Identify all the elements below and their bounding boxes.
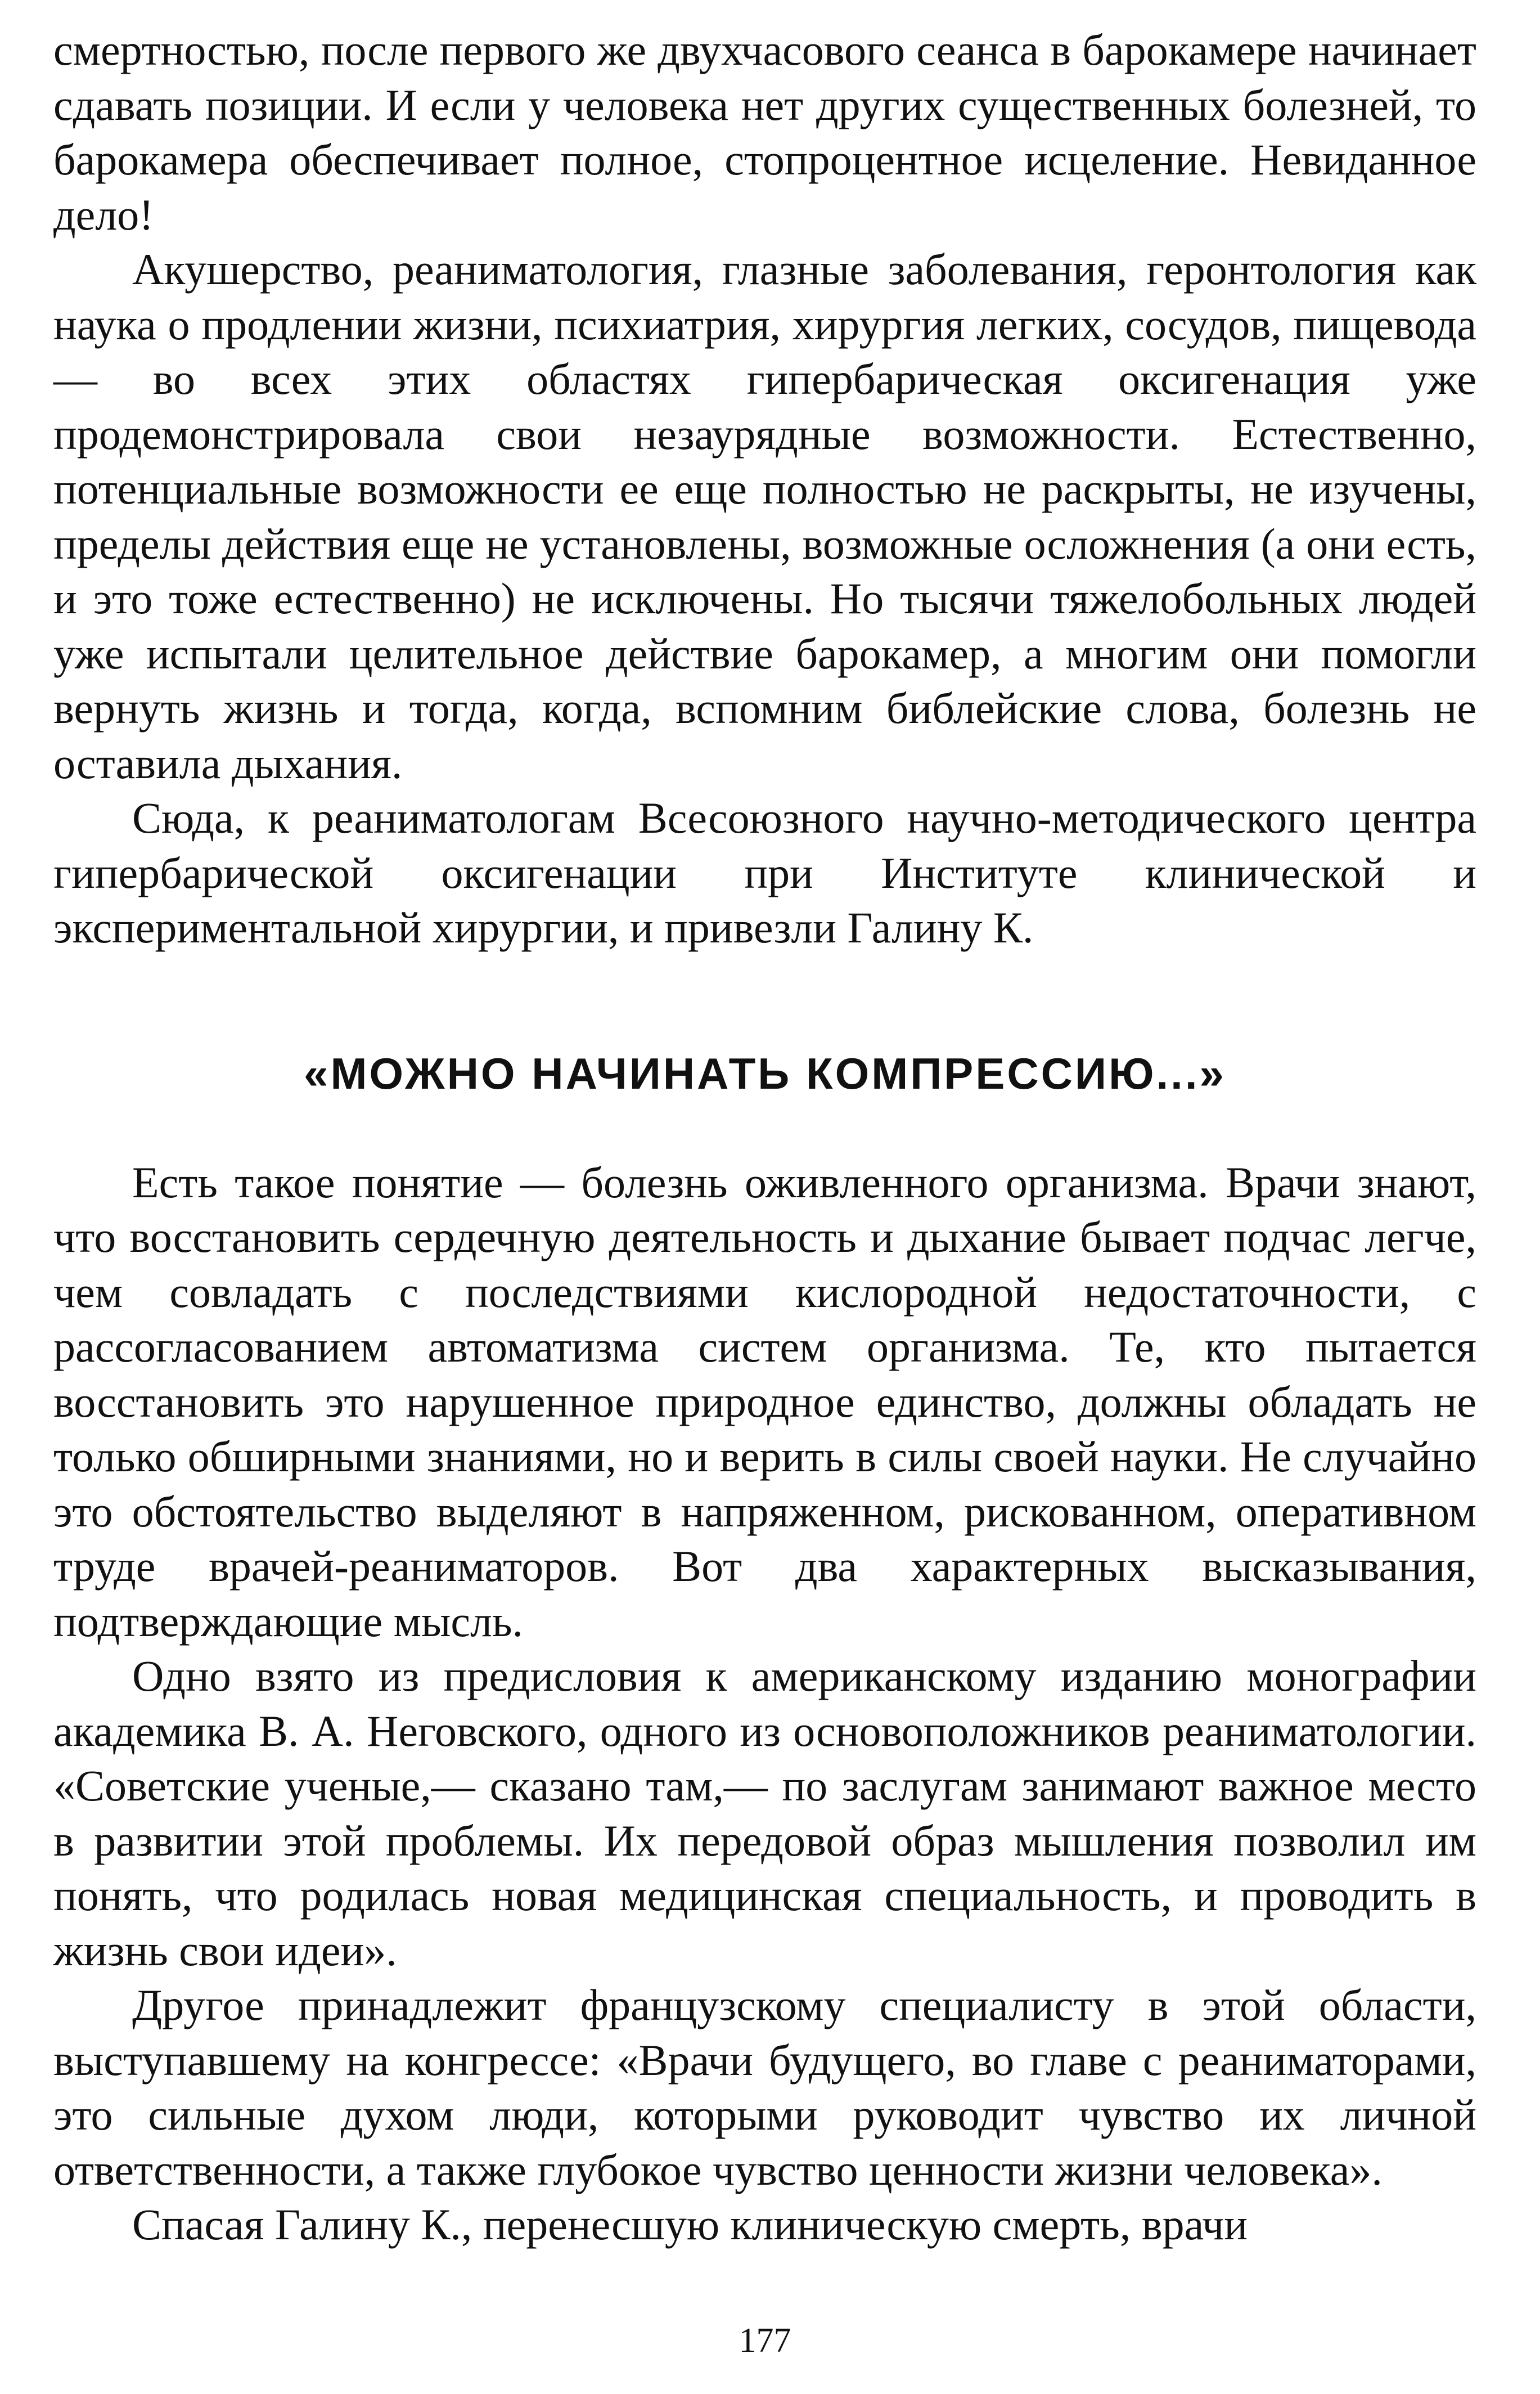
book-page	[53, 23, 1476, 2374]
paragraph-negovsky-quote: Одно взято из предисловия к американскому изданию монографии академика В. А. Неговского, одного из основоположников реаниматологии. «Советские ученые,— сказано там,— по заслугам занимают важное место в развитии этой проблемы. Их передовой образ мышления позволил им понять, что родилась новая медицинская специальность, и проводить в жизнь свои идеи».	[53, 1651, 1476, 1975]
paragraph-continuation: смертностью, после первого же двухчасового сеанса в барокамере начинает сдавать позиции. И если у человека нет других существенных болезней, то барокамера обеспечивает полное, стопроцентное исцеление. Невиданное дело!	[53, 25, 1476, 239]
paragraph-revived-organism: Есть такое понятие — болезнь оживленного организма. Врачи знают, что восстановить сердечную деятельность и дыхание бывает подчас легче, чем совладать с последствиями кислородной недостаточности, с рассогласованием автоматизма систем организма. Те, кто пытается восстановить это нарушенное природное единство, должны обладать не только обширными знаниями, но и верить в силы своей науки. Не случайно это обстоятельство выделяют в напряженном, рискованном, оперативном труде врачей-реаниматоров. Вот два характерных высказывания, подтверждающие мысль.	[53, 1157, 1476, 1646]
page-number: 177	[739, 2321, 791, 2360]
paragraph-applications: Акушерство, реаниматология, глазные заболевания, геронтология как наука о продлении жизни, психиатрия, хирургия легких, сосудов, пищевода — во всех этих областях гипербарическая оксигенация уже продемонстрировала свои незаурядные возможности. Естественно, потенциальные возможности ее еще полностью не раскрыты, не изучены, пределы действия еще не установлены, возможные осложнения (а они есть, и это тоже естественно) не исключены. Но тысячи тяжелобольных людей уже испытали целительное действие барокамер, а многим они помогли вернуть жизнь и тогда, когда, вспомним библейские слова, болезнь не оставила дыхания.	[53, 245, 1476, 788]
paragraph-saving-galina: Спасая Галину К., перенесшую клиническую смерть, врачи	[132, 2200, 1248, 2249]
paragraph-galina-arrival: Сюда, к реаниматологам Всесоюзного научно-методического центра гипербарической оксигенации при Институте клинической и экспериментальной хирургии, и привезли Галину К.	[53, 793, 1476, 952]
paragraph-french-quote: Другое принадлежит французскому специалисту в этой области, выступавшему на конгрессе: «Врачи будущего, во главе с реаниматорами, это сильные духом люди, которыми руководит чувство их личной ответственности, а также глубокое чувство ценности жизни человека».	[53, 1980, 1476, 2194]
section-heading: «МОЖНО НАЧИНАТЬ КОМПРЕССИЮ...»	[304, 1048, 1226, 1098]
